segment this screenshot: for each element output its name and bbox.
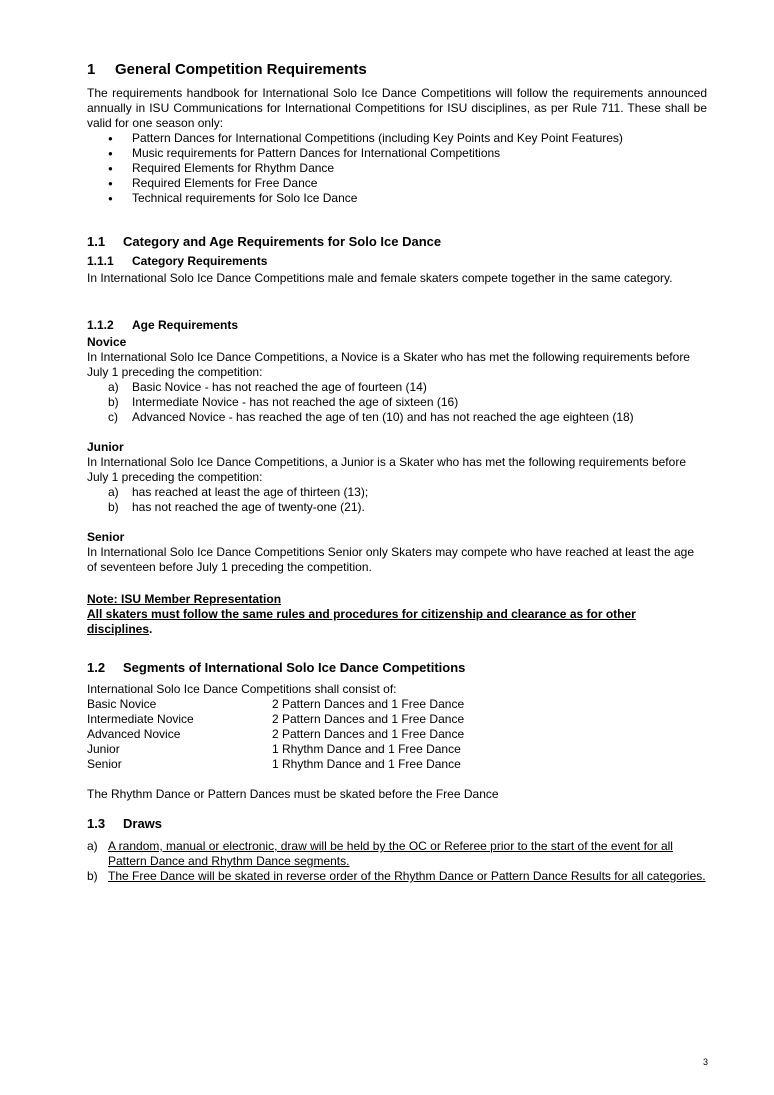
list-marker: a) [108,485,119,499]
table-row [87,742,464,757]
list-text: Advanced Novice - has reached the age of ten (10) and has not reached the age eighteen (18) [132,410,634,424]
novice-list [108,380,634,425]
category-cell: Advanced Novice [87,727,181,741]
list-item: ● Technical requirements for Solo Ice Dance [108,191,623,206]
category-cell: Senior [87,757,122,771]
list-item [87,869,707,884]
section-title: Draws [123,816,163,831]
section-number: 1.1 [87,234,106,249]
list-item: ● Music requirements for Pattern Dances for International Competitions [108,146,623,161]
list-text: has not reached the age of twenty-one (21). [132,500,365,514]
section-1-heading [87,61,367,79]
list-text: Intermediate Novice - has not reached the age of sixteen (16) [132,395,459,409]
section-title: General Competition Requirements [115,61,367,78]
note-heading: Note: ISU Member Representation [87,592,282,606]
section-number: 1.3 [87,816,106,831]
section-title: Category Requirements [132,254,268,268]
note-period: . [149,622,153,636]
senior-text: In International Solo Ice Dance Competitions Senior only Skaters may compete who have reached at least the age of seventeen before July 1 preceding the competition. [87,545,695,574]
list-text: A random, manual or electronic, draw will be held by the OC or Referee prior to the start of the event for all Pattern Dance and Rhythm Dance segments. [108,839,673,868]
segments-cell: 1 Rhythm Dance and 1 Free Dance [272,757,461,771]
list-text: The Free Dance will be skated in reverse order of the Rhythm Dance or Pattern Dance Results for all categories. [108,869,706,883]
novice-text: In International Solo Ice Dance Competitions, a Novice is a Skater who has met the following requirements before July 1 preceding the competition: [87,350,690,379]
page-number: 3 [703,1057,709,1067]
segments-cell: 2 Pattern Dances and 1 Free Dance [272,697,465,711]
section-title: Segments of International Solo Ice Dance Competitions [123,660,466,675]
section-1-3-heading [87,816,162,832]
section-1-intro: The requirements handbook for International Solo Ice Dance Competitions will follow the requirements announced annually in ISU Communications for International Competitions for ISU disciplines, as per Rule 711. These shall be valid for one season only: [87,86,707,130]
table-row [87,697,464,712]
category-text: In International Solo Ice Dance Competitions male and female skaters compete together in the same category. [87,271,673,285]
segments-cell: 1 Rhythm Dance and 1 Free Dance [272,742,461,756]
section-title: Age Requirements [132,318,239,332]
list-item [108,500,368,515]
list-marker: b) [108,500,119,514]
section-1-1-heading [87,234,441,250]
category-cell: Basic Novice [87,697,157,711]
note-text [87,607,687,637]
section-1-1-2-heading [87,318,238,333]
draws-list [87,839,707,884]
list-item: ● Required Elements for Rhythm Dance [108,161,623,176]
junior-list [108,485,368,515]
list-marker: b) [87,869,98,883]
list-text: Basic Novice - has not reached the age of fourteen (14) [132,380,427,394]
list-item [108,410,634,425]
segments-table [87,697,464,772]
senior-heading: Senior [87,530,125,544]
section-title: Category and Age Requirements for Solo Ice Dance [123,234,442,249]
list-item [108,485,368,500]
junior-heading: Junior [87,440,124,454]
segments-intro: International Solo Ice Dance Competitions shall consist of: [87,682,397,696]
novice-heading: Novice [87,335,127,349]
list-item [87,839,707,869]
list-item [108,380,634,395]
section-1-1-1-heading [87,254,267,269]
table-row [87,757,464,772]
segments-cell: 2 Pattern Dances and 1 Free Dance [272,712,465,726]
segments-cell: 2 Pattern Dances and 1 Free Dance [272,727,465,741]
list-marker: a) [87,839,98,853]
section-number: 1 [87,61,96,78]
list-text: has reached at least the age of thirteen (13); [132,485,369,499]
list-marker: a) [108,380,119,394]
list-item: ● Required Elements for Free Dance [108,176,623,191]
category-cell: Junior [87,742,120,756]
segments-footer: The Rhythm Dance or Pattern Dances must be skated before the Free Dance [87,787,499,801]
section-number: 1.2 [87,660,106,675]
list-marker: c) [108,410,118,424]
section-number: 1.1.2 [87,318,114,332]
list-item [108,395,634,410]
requirements-list [108,131,623,206]
section-1-2-heading [87,660,465,676]
table-row [87,727,464,742]
category-cell: Intermediate Novice [87,712,194,726]
list-marker: b) [108,395,119,409]
section-number: 1.1.1 [87,254,114,268]
note-body: All skaters must follow the same rules and procedures for citizenship and clearance as for other disciplines [87,607,636,636]
junior-text: In International Solo Ice Dance Competitions, a Junior is a Skater who has met the following requirements before July 1 preceding the competition: [87,455,686,484]
list-item: ● Pattern Dances for International Competitions (including Key Points and Key Point Features) [108,131,623,146]
table-row [87,712,464,727]
